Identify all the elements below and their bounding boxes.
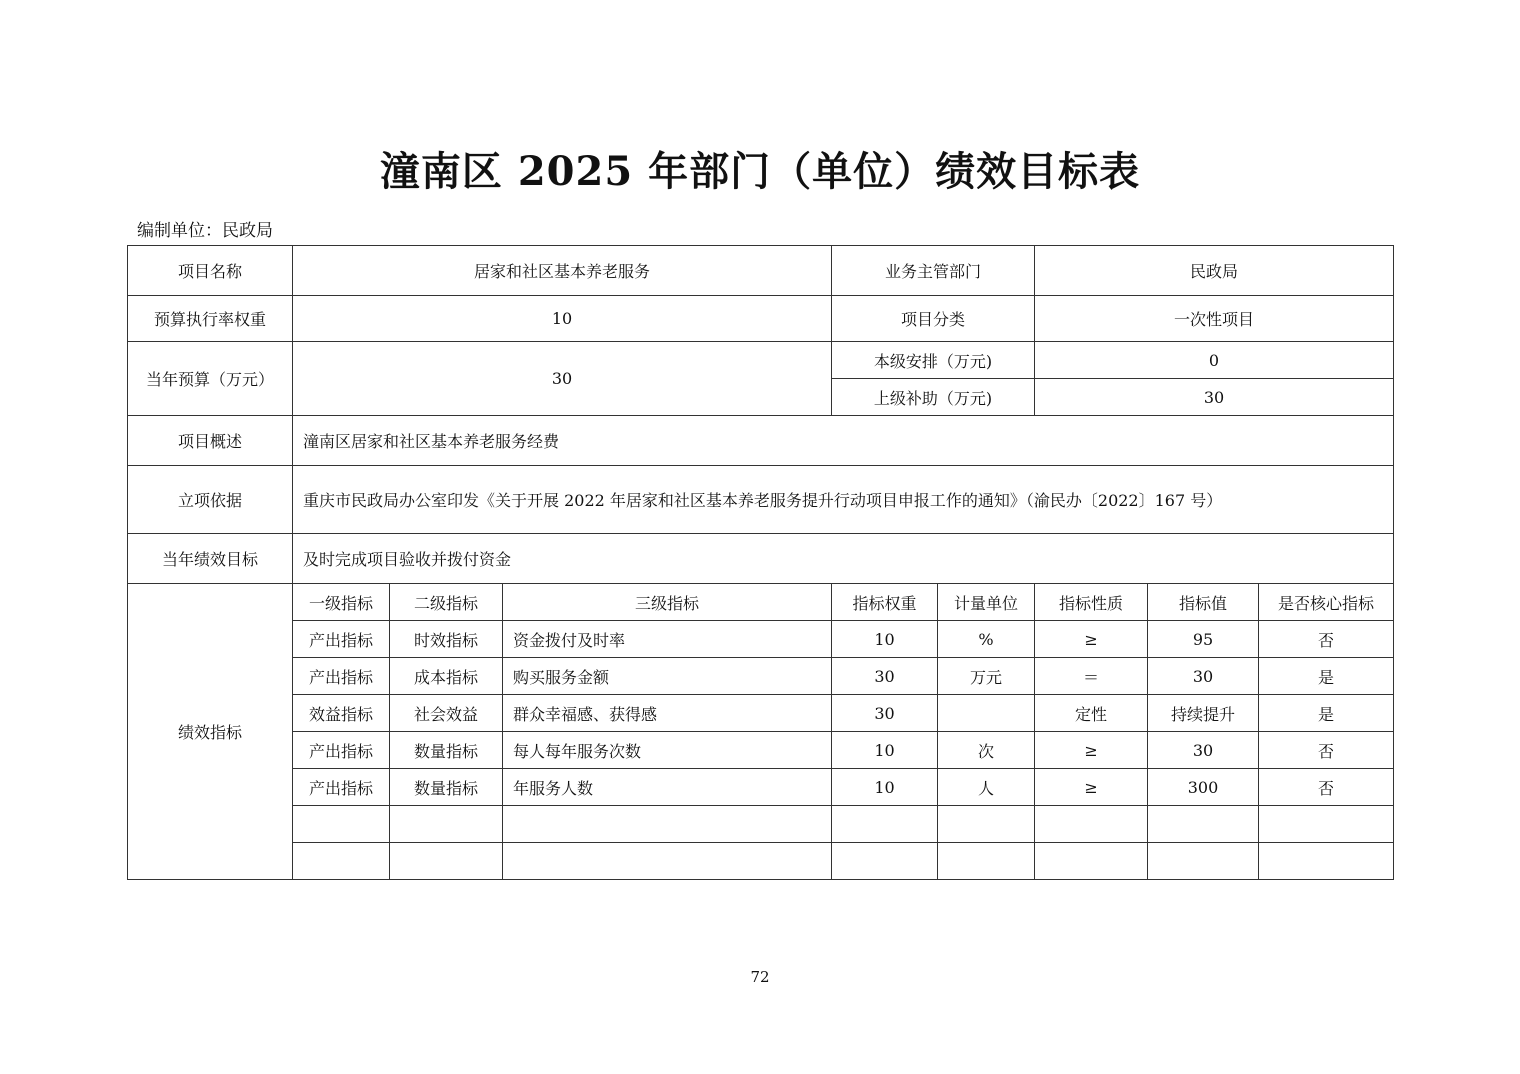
row-weight xyxy=(128,296,1394,342)
nature-cell: ≥ xyxy=(1035,621,1148,658)
level2-cell xyxy=(390,843,503,880)
level3-cell: 每人每年服务次数 xyxy=(503,732,832,769)
upper-label: 上级补助（万元) xyxy=(832,379,1035,416)
category-label: 项目分类 xyxy=(832,296,1035,342)
level3-cell: 资金拨付及时率 xyxy=(503,621,832,658)
page-number: 72 xyxy=(750,968,770,986)
header-level2: 二级指标 xyxy=(390,584,503,621)
level2-cell: 社会效益 xyxy=(390,695,503,732)
table-row xyxy=(128,806,1394,843)
weight-cell: 10 xyxy=(832,621,938,658)
goal-value: 及时完成项目验收并拨付资金 xyxy=(293,534,1394,584)
nature-cell xyxy=(1035,806,1148,843)
table-row xyxy=(128,843,1394,880)
core-cell: 否 xyxy=(1259,621,1394,658)
unit-cell: 次 xyxy=(938,732,1035,769)
header-core: 是否核心指标 xyxy=(1259,584,1394,621)
level2-cell: 数量指标 xyxy=(390,769,503,806)
unit-cell xyxy=(938,843,1035,880)
goal-label: 当年绩效目标 xyxy=(128,534,293,584)
level1-cell: 产出指标 xyxy=(293,769,390,806)
dept-value: 民政局 xyxy=(1035,246,1394,296)
value-cell: 30 xyxy=(1148,732,1259,769)
unit-cell: 万元 xyxy=(938,658,1035,695)
page-title: 潼南区 2025 年部门（单位）绩效目标表 xyxy=(379,148,1141,195)
weight-cell: 10 xyxy=(832,732,938,769)
header-value: 指标值 xyxy=(1148,584,1259,621)
level3-cell xyxy=(503,843,832,880)
core-cell xyxy=(1259,843,1394,880)
value-cell: 300 xyxy=(1148,769,1259,806)
header-level1: 一级指标 xyxy=(293,584,390,621)
level1-cell xyxy=(293,806,390,843)
level1-cell: 效益指标 xyxy=(293,695,390,732)
value-cell: 95 xyxy=(1148,621,1259,658)
dept-label: 业务主管部门 xyxy=(832,246,1035,296)
level3-cell xyxy=(503,806,832,843)
level2-cell: 数量指标 xyxy=(390,732,503,769)
weight-cell xyxy=(832,843,938,880)
weight-cell xyxy=(832,806,938,843)
level2-cell: 时效指标 xyxy=(390,621,503,658)
nature-cell: 定性 xyxy=(1035,695,1148,732)
core-cell: 否 xyxy=(1259,769,1394,806)
level1-cell: 产出指标 xyxy=(293,732,390,769)
budget-label: 当年预算（万元） xyxy=(128,342,293,416)
weight-cell: 10 xyxy=(832,769,938,806)
header-level3: 三级指标 xyxy=(503,584,832,621)
row-project-name xyxy=(128,246,1394,296)
table-row xyxy=(128,695,1394,732)
row-basis xyxy=(128,466,1394,534)
level1-cell: 产出指标 xyxy=(293,621,390,658)
core-cell: 是 xyxy=(1259,695,1394,732)
basis-value: 重庆市民政局办公室印发《关于开展 2022 年居家和社区基本养老服务提升行动项目申报工作的通知》（渝民办〔2022〕167 号） xyxy=(293,466,1394,534)
header-nature: 指标性质 xyxy=(1035,584,1148,621)
budget-value: 30 xyxy=(293,342,832,416)
level3-cell: 群众幸福感、获得感 xyxy=(503,695,832,732)
weight-cell: 30 xyxy=(832,658,938,695)
project-name-value: 居家和社区基本养老服务 xyxy=(293,246,832,296)
project-name-label: 项目名称 xyxy=(128,246,293,296)
summary-label: 项目概述 xyxy=(128,416,293,466)
header-weight: 指标权重 xyxy=(832,584,938,621)
weight-cell: 30 xyxy=(832,695,938,732)
row-summary xyxy=(128,416,1394,466)
weight-value: 10 xyxy=(293,296,832,342)
core-cell: 否 xyxy=(1259,732,1394,769)
unit-cell xyxy=(938,695,1035,732)
core-cell xyxy=(1259,806,1394,843)
upper-value: 30 xyxy=(1035,379,1394,416)
value-cell xyxy=(1148,806,1259,843)
nature-cell: ≥ xyxy=(1035,769,1148,806)
value-cell: 持续提升 xyxy=(1148,695,1259,732)
performance-table xyxy=(127,245,1394,880)
basis-label: 立项依据 xyxy=(128,466,293,534)
core-cell: 是 xyxy=(1259,658,1394,695)
nature-cell: ＝ xyxy=(1035,658,1148,695)
value-cell xyxy=(1148,843,1259,880)
level3-cell: 年服务人数 xyxy=(503,769,832,806)
unit-cell: % xyxy=(938,621,1035,658)
row-budget xyxy=(128,342,1394,379)
table-row xyxy=(128,658,1394,695)
level1-cell: 产出指标 xyxy=(293,658,390,695)
row-goal xyxy=(128,534,1394,584)
level2-cell xyxy=(390,806,503,843)
category-value: 一次性项目 xyxy=(1035,296,1394,342)
local-label: 本级安排（万元) xyxy=(832,342,1035,379)
level2-cell: 成本指标 xyxy=(390,658,503,695)
weight-label: 预算执行率权重 xyxy=(128,296,293,342)
nature-cell xyxy=(1035,843,1148,880)
unit-cell: 人 xyxy=(938,769,1035,806)
level3-cell: 购买服务金额 xyxy=(503,658,832,695)
indicator-header-row xyxy=(128,584,1394,621)
local-value: 0 xyxy=(1035,342,1394,379)
org-label: 编制单位：民政局 xyxy=(137,221,273,241)
summary-value: 潼南区居家和社区基本养老服务经费 xyxy=(293,416,1394,466)
level1-cell xyxy=(293,843,390,880)
table-row xyxy=(128,621,1394,658)
unit-cell xyxy=(938,806,1035,843)
table-row xyxy=(128,732,1394,769)
table-row xyxy=(128,769,1394,806)
indicator-section-label: 绩效指标 xyxy=(128,584,293,880)
header-unit: 计量单位 xyxy=(938,584,1035,621)
nature-cell: ≥ xyxy=(1035,732,1148,769)
value-cell: 30 xyxy=(1148,658,1259,695)
